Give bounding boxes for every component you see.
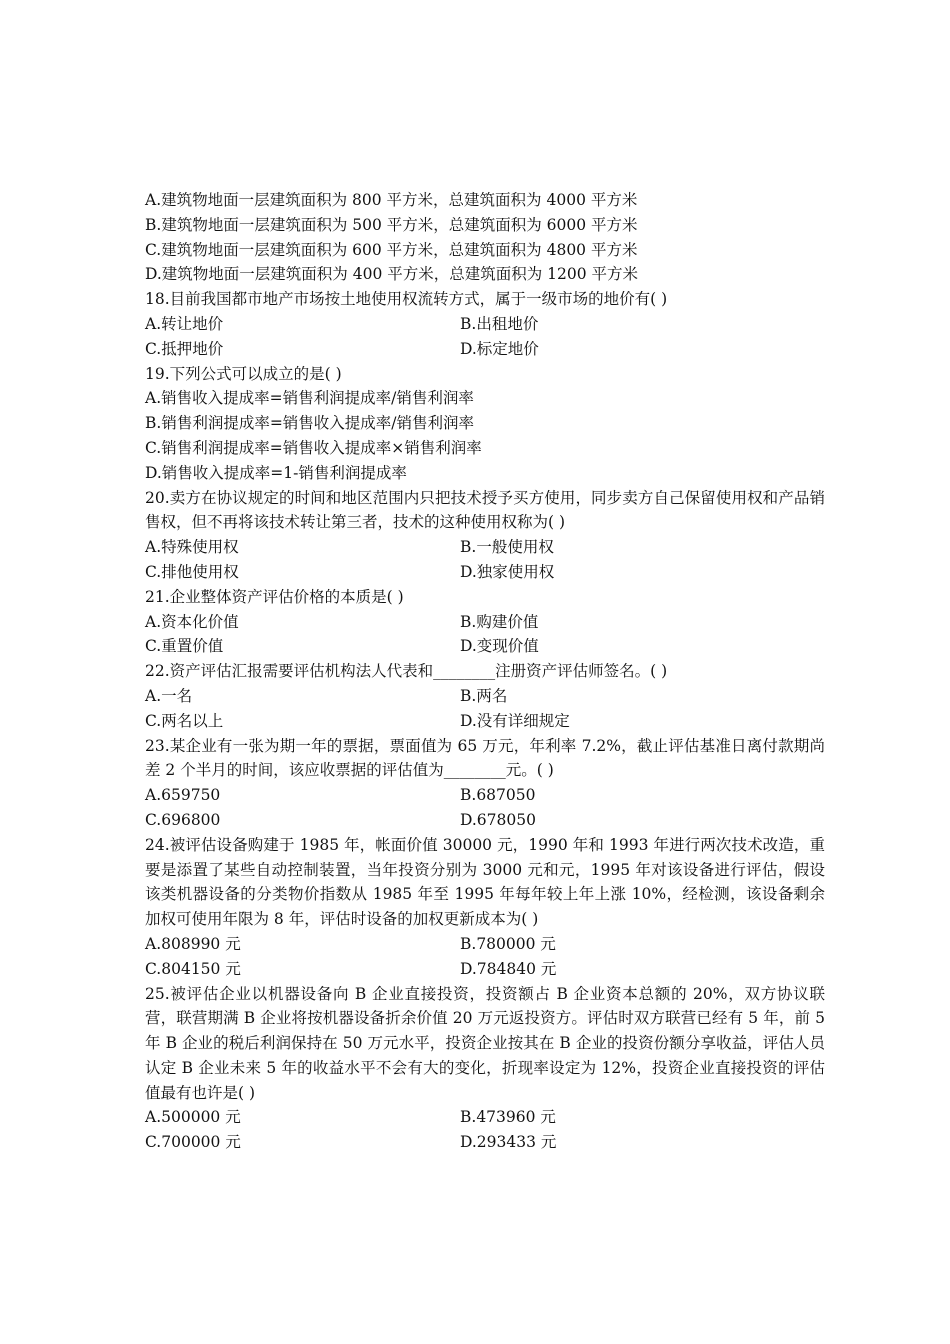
q24-stem: 24.被评估设备购建于 1985 年，帐面价值 30000 元，1990 年和 1993 年进行两次技术改造，重要是添置了某些自动控制装置，当年投资分别为 3000 元和元，1995 年对该设备进行评估，假设该类机器设备的分类物价指数从 1985 年至 1995 年每年较上年上涨 10%，经检测，该设备剩余加权可使用年限为 8 年，评估时设备的加权更新成本为( ) xyxy=(145,835,825,929)
q22-options-row-1 xyxy=(145,684,825,709)
q17-option-b: B.建筑物地面一层建筑面积为 500 平方米，总建筑面积为 6000 平方米 xyxy=(145,215,638,234)
q21-option-d: D.变现价值 xyxy=(460,637,539,656)
q21-option-a: A.资本化价值 xyxy=(145,612,239,631)
q24-options-row-1 xyxy=(145,932,825,957)
q18-options-row-1 xyxy=(145,312,825,337)
q24-option-d: D.784840 元 xyxy=(460,959,557,978)
q23-option-b: B.687050 xyxy=(460,786,536,805)
q18-stem: 18.目前我国都市地产市场按土地使用权流转方式，属于一级市场的地价有( ) xyxy=(145,290,668,309)
q19-option-a: A.销售收入提成率=销售利润提成率/销售利润率 xyxy=(145,389,474,408)
q17-option-a: A.建筑物地面一层建筑面积为 800 平方米，总建筑面积为 4000 平方米 xyxy=(145,191,638,209)
q22-option-c: C.两名以上 xyxy=(145,711,224,730)
q24-option-b: B.780000 元 xyxy=(460,934,556,953)
q24-options-row-2 xyxy=(145,957,825,982)
q18-option-a: A.转让地价 xyxy=(145,314,224,333)
q22-option-d: D.没有详细规定 xyxy=(460,711,570,730)
q21-stem: 21.企业整体资产评估价格的本质是( ) xyxy=(145,587,404,606)
q25-option-d: D.293433 元 xyxy=(460,1133,557,1152)
q24-option-c: C.804150 元 xyxy=(145,959,241,978)
q18-option-d: D.标定地价 xyxy=(460,339,539,358)
q18-option-c: C.抵押地价 xyxy=(145,339,224,358)
q18-options-row-2 xyxy=(145,337,825,362)
q21-option-b: B.购建价值 xyxy=(460,612,539,631)
q18-option-b: B.出租地价 xyxy=(460,314,539,333)
q23-option-a: A.659750 xyxy=(145,786,221,805)
q20-option-b: B.一般使用权 xyxy=(460,538,554,557)
q23-stem: 23.某企业有一张为期一年的票据，票面值为 65 万元，年利率 7.2%，截止评估基准日离付款期尚差 2 个半月的时间，该应收票据的评估值为________元。( ) xyxy=(145,736,825,780)
q25-options-row-2 xyxy=(145,1130,825,1155)
q23-option-d: D.678050 xyxy=(460,810,536,829)
q25-option-c: C.700000 元 xyxy=(145,1133,241,1152)
q25-option-a: A.500000 元 xyxy=(145,1108,241,1127)
q19-stem: 19.下列公式可以成立的是( ) xyxy=(145,364,342,383)
q21-option-c: C.重置价值 xyxy=(145,637,224,656)
q20-option-d: D.独家使用权 xyxy=(460,562,555,581)
q21-options-row-1 xyxy=(145,610,825,635)
q20-option-c: C.排他使用权 xyxy=(145,562,239,581)
q20-options-row-1 xyxy=(145,535,825,560)
q23-options-row-2 xyxy=(145,808,825,833)
q23-options-row-1 xyxy=(145,783,825,808)
q17-option-d: D.建筑物地面一层建筑面积为 400 平方米，总建筑面积为 1200 平方米 xyxy=(145,265,639,284)
q20-option-a: A.特殊使用权 xyxy=(145,538,239,557)
q22-option-a: A.一名 xyxy=(145,686,193,705)
q25-stem: 25.被评估企业以机器设备向 B 企业直接投资，投资额占 B 企业资本总额的 20%，双方协议联营，联营期满 B 企业将按机器设备折余价值 20 万元返投资方。评估时双方联营已经有 5 年，前 5 年 B 企业的税后利润保持在 50 万元水平，投资企业按其在 B 企业的投资份额分享收益，评估人员认定 B 企业未来 5 年的收益水平不会有大的变化，折现率设定为 12%，投资企业直接投资的评估值最有也许是( ) xyxy=(145,984,825,1102)
exam-page xyxy=(145,188,825,1155)
q17-option-c: C.建筑物地面一层建筑面积为 600 平方米，总建筑面积为 4800 平方米 xyxy=(145,240,638,259)
q22-option-b: B.两名 xyxy=(460,686,508,705)
q19-option-c: C.销售利润提成率=销售收入提成率×销售利润率 xyxy=(145,438,482,457)
q22-options-row-2 xyxy=(145,709,825,734)
q19-option-d: D.销售收入提成率=1-销售利润提成率 xyxy=(145,463,407,482)
q21-options-row-2 xyxy=(145,634,825,659)
q20-stem: 20.卖方在协议规定的时间和地区范围内只把技术授予买方使用，同步卖方自己保留使用权和产品销售权，但不再将该技术转让第三者，技术的这种使用权称为( ) xyxy=(145,488,825,532)
q19-option-b: B.销售利润提成率=销售收入提成率/销售利润率 xyxy=(145,414,475,433)
q22-stem: 22.资产评估汇报需要评估机构法人代表和________注册资产评估师签名。( ) xyxy=(145,662,668,681)
q25-options-row-1 xyxy=(145,1105,825,1130)
q24-option-a: A.808990 元 xyxy=(145,934,241,953)
q25-option-b: B.473960 元 xyxy=(460,1108,556,1127)
q23-option-c: C.696800 xyxy=(145,810,221,829)
q20-options-row-2 xyxy=(145,560,825,585)
